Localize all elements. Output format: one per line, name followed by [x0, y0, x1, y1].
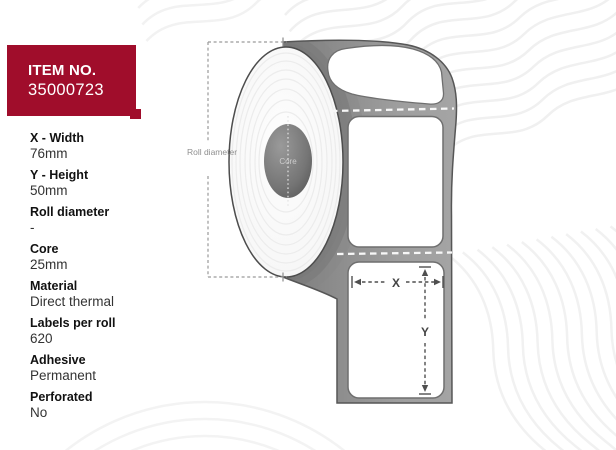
- spec-label: Perforated: [30, 390, 93, 404]
- spec-label: Adhesive: [30, 353, 86, 367]
- spec-row-width: [30, 131, 115, 162]
- spec-value: 76mm: [30, 146, 68, 161]
- spec-row-height: [30, 168, 115, 199]
- spec-value: Direct thermal: [30, 294, 115, 309]
- spec-row-roll-diameter: [30, 205, 115, 236]
- item-number-badge: [7, 45, 136, 116]
- spec-value: Permanent: [30, 368, 97, 383]
- item-no-label: ITEM NO.: [28, 62, 97, 79]
- core-label: Core: [279, 157, 297, 166]
- label-middle: [348, 117, 443, 248]
- spec-row-labels-per-roll: [30, 316, 115, 347]
- spec-label: Roll diameter: [30, 205, 110, 219]
- spec-row-perforated: [30, 390, 115, 421]
- spec-label: X - Width: [30, 131, 85, 145]
- spec-value: No: [30, 405, 48, 420]
- spec-list: [30, 131, 115, 427]
- spec-value: 25mm: [30, 257, 68, 272]
- spec-row-material: [30, 279, 115, 310]
- item-number-value: 35000723: [28, 81, 104, 99]
- spec-label: Labels per roll: [30, 316, 116, 330]
- width-arrow-label: X: [391, 276, 401, 290]
- spec-label: Material: [30, 279, 78, 293]
- roll-diameter-caption: Roll diameter: [186, 147, 238, 157]
- spec-row-adhesive: [30, 353, 115, 384]
- spec-value: 620: [30, 331, 53, 346]
- height-arrow-label: Y: [420, 325, 430, 339]
- spec-row-core: [30, 242, 115, 273]
- spec-value: -: [30, 220, 35, 235]
- spec-label: Y - Height: [30, 168, 89, 182]
- spec-label: Core: [30, 242, 59, 256]
- spec-value: 50mm: [30, 183, 68, 198]
